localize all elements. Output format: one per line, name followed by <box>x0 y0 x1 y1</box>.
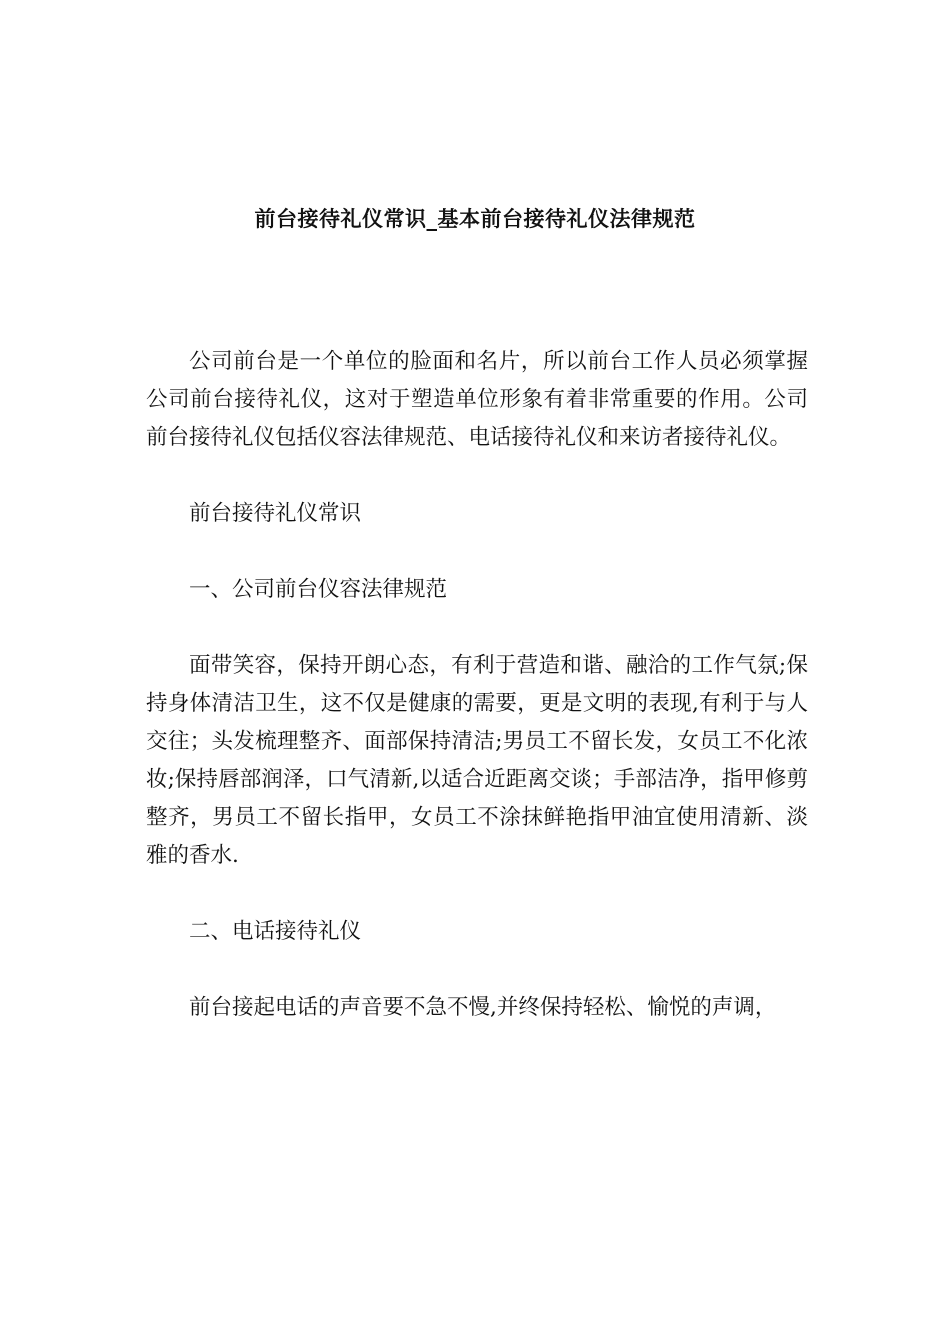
paragraph-intro: 公司前台是一个单位的脸面和名片，所以前台工作人员必须掌握公司前台接待礼仪，这对于塑造单位形象有着非常重要的作用。公司前台接待礼仪包括仪容法律规范、电话接待礼仪和来访者接待礼仪。 <box>146 349 808 450</box>
section-heading-appearance: 一、公司前台仪容法律规范 <box>189 577 448 602</box>
document-body <box>146 343 808 1027</box>
paragraph-phone: 前台接起电话的声音要不急不慢,并终保持轻松、愉悦的声调， <box>189 995 777 1020</box>
section-heading-etiquette-basics: 前台接待礼仪常识 <box>189 501 362 526</box>
document-title: 前台接待礼仪常识_基本前台接待礼仪法律规范 <box>254 206 696 231</box>
paragraph-appearance: 面带笑容，保持开朗心态，有利于营造和谐、融洽的工作气氛;保持身体清洁卫生，这不仅是健康的需要，更是文明的表现,有利于与人交往；头发梳理整齐、面部保持清洁;男员工不留长发，女员工不化浓妆;保持唇部润泽，口气清新,以适合近距离交谈；手部洁净，指甲修剪整齐，男员工不留长指甲，女员工不涂抹鲜艳指甲油宜使用清新、淡雅的香水. <box>146 653 808 868</box>
section-heading-phone: 二、电话接待礼仪 <box>189 919 362 944</box>
